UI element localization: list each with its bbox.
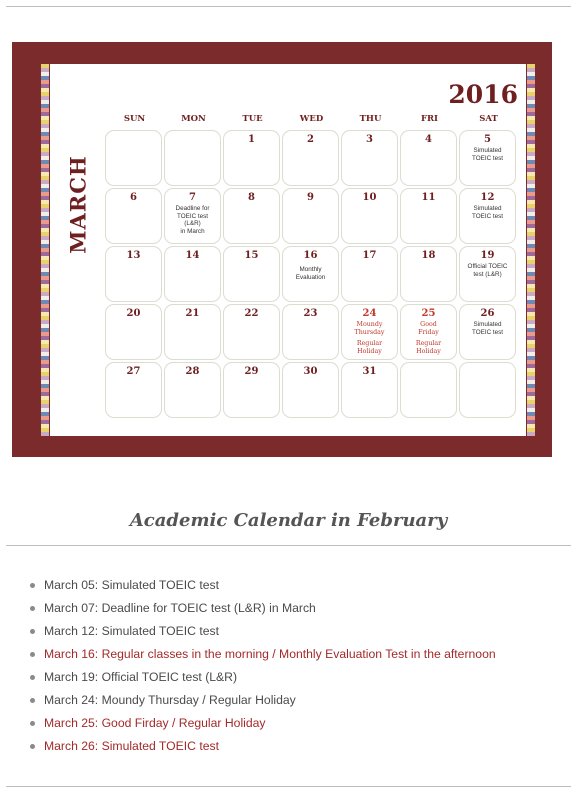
day-number: 24 [362,308,377,319]
day-cell-13 [105,246,162,302]
day-number: 21 [185,308,200,319]
day-number: 16 [303,250,318,261]
day-note: Simulated TOEIC test [471,205,504,220]
event-list-item: March 05: Simulated TOEIC test [30,574,496,597]
event-list [30,574,496,758]
day-note: Monthly Evaluation [295,266,326,281]
event-list-item: March 25: Good Firday / Regular Holiday [30,712,496,735]
day-number: 26 [480,308,495,319]
day-cell-29 [223,362,280,418]
section-divider [6,545,571,546]
day-number: 2 [307,134,314,145]
day-cell-17 [341,246,398,302]
day-number: 28 [185,366,200,377]
day-of-week-thu: THU [359,114,382,124]
event-list-item: March 12: Simulated TOEIC test [30,620,496,643]
day-of-week-wed: WED [299,114,324,124]
day-number: 8 [248,192,255,203]
day-of-week-sat: SAT [479,114,498,124]
day-of-week-fri: FRI [420,114,439,124]
day-number: 17 [362,250,377,261]
day-cell-23 [282,304,339,360]
day-cell-19 [459,246,516,302]
day-note: Moundy Thursday [354,321,385,336]
calendar-weeks [105,130,518,420]
calendar-week-row [105,246,518,304]
decorative-stripe-right [527,64,535,436]
top-divider [6,6,571,7]
event-list-item: March 07: Deadline for TOEIC test (L&R) in March [30,597,496,620]
day-number: 11 [421,192,436,203]
section-title: Academic Calendar in February [129,510,448,531]
day-number: 29 [244,366,259,377]
day-note: Regular Holiday [356,340,383,355]
day-cell-26 [459,304,516,360]
day-number: 25 [421,308,436,319]
decorative-stripe-left [41,64,49,436]
day-number: 7 [189,192,196,203]
day-note: Deadline for TOEIC test (L&R) in March [175,205,210,235]
day-number: 27 [126,366,141,377]
day-number: 4 [425,134,432,145]
day-cell-6 [105,188,162,244]
day-number: 30 [303,366,318,377]
day-cell-31 [341,362,398,418]
day-cell-16 [282,246,339,302]
day-number: 3 [366,134,373,145]
day-cell-12 [459,188,516,244]
day-cell-24 [341,304,398,360]
calendar-image [12,42,552,457]
empty-day-cell [400,362,457,418]
day-number: 31 [362,366,377,377]
day-number: 18 [421,250,436,261]
day-number: 12 [480,192,495,203]
day-number: 22 [244,308,259,319]
day-cell-20 [105,304,162,360]
bottom-divider [6,786,571,787]
day-of-week-header [105,114,518,128]
event-list-item: March 26: Simulated TOEIC test [30,735,496,758]
event-list-item: March 19: Official TOEIC test (L&R) [30,666,496,689]
day-number: 20 [126,308,141,319]
event-list-item: March 24: Moundy Thursday / Regular Holiday [30,689,496,712]
day-cell-4 [400,130,457,186]
empty-day-cell [105,130,162,186]
day-cell-11 [400,188,457,244]
day-cell-28 [164,362,221,418]
calendar-page [50,64,526,436]
day-cell-3 [341,130,398,186]
day-cell-8 [223,188,280,244]
day-cell-2 [282,130,339,186]
day-of-week-tue: TUE [242,114,263,124]
day-cell-18 [400,246,457,302]
day-cell-22 [223,304,280,360]
day-cell-30 [282,362,339,418]
day-cell-10 [341,188,398,244]
day-of-week-mon: MON [181,114,206,124]
calendar-week-row [105,362,518,420]
day-number: 10 [362,192,377,203]
day-number: 15 [244,250,259,261]
day-cell-7 [164,188,221,244]
calendar-grid [105,114,518,420]
empty-day-cell [164,130,221,186]
day-cell-15 [223,246,280,302]
day-note: Simulated TOEIC test [471,147,504,162]
calendar-week-row [105,130,518,188]
day-cell-1 [223,130,280,186]
day-number: 9 [307,192,314,203]
day-cell-21 [164,304,221,360]
day-number: 13 [126,250,141,261]
calendar-week-row [105,188,518,246]
day-note: Good Friday [418,321,439,336]
day-cell-5 [459,130,516,186]
day-number: 1 [248,134,255,145]
day-note: Regular Holiday [415,340,442,355]
day-number: 14 [185,250,200,261]
calendar-week-row [105,304,518,362]
empty-day-cell [459,362,516,418]
event-list-item: March 16: Regular classes in the morning / Monthly Evaluation Test in the afternoon [30,643,496,666]
calendar-month-text: MARCH [65,155,91,254]
day-cell-14 [164,246,221,302]
day-number: 6 [130,192,137,203]
day-number: 5 [484,134,491,145]
calendar-year: 2016 [448,80,518,109]
day-of-week-sun: SUN [123,114,146,124]
day-number: 23 [303,308,318,319]
day-note: Simulated TOEIC test [471,321,504,336]
day-note: Official TOEIC test (L&R) [467,263,508,278]
day-number: 19 [480,250,495,261]
day-cell-25 [400,304,457,360]
day-cell-27 [105,362,162,418]
day-cell-9 [282,188,339,244]
